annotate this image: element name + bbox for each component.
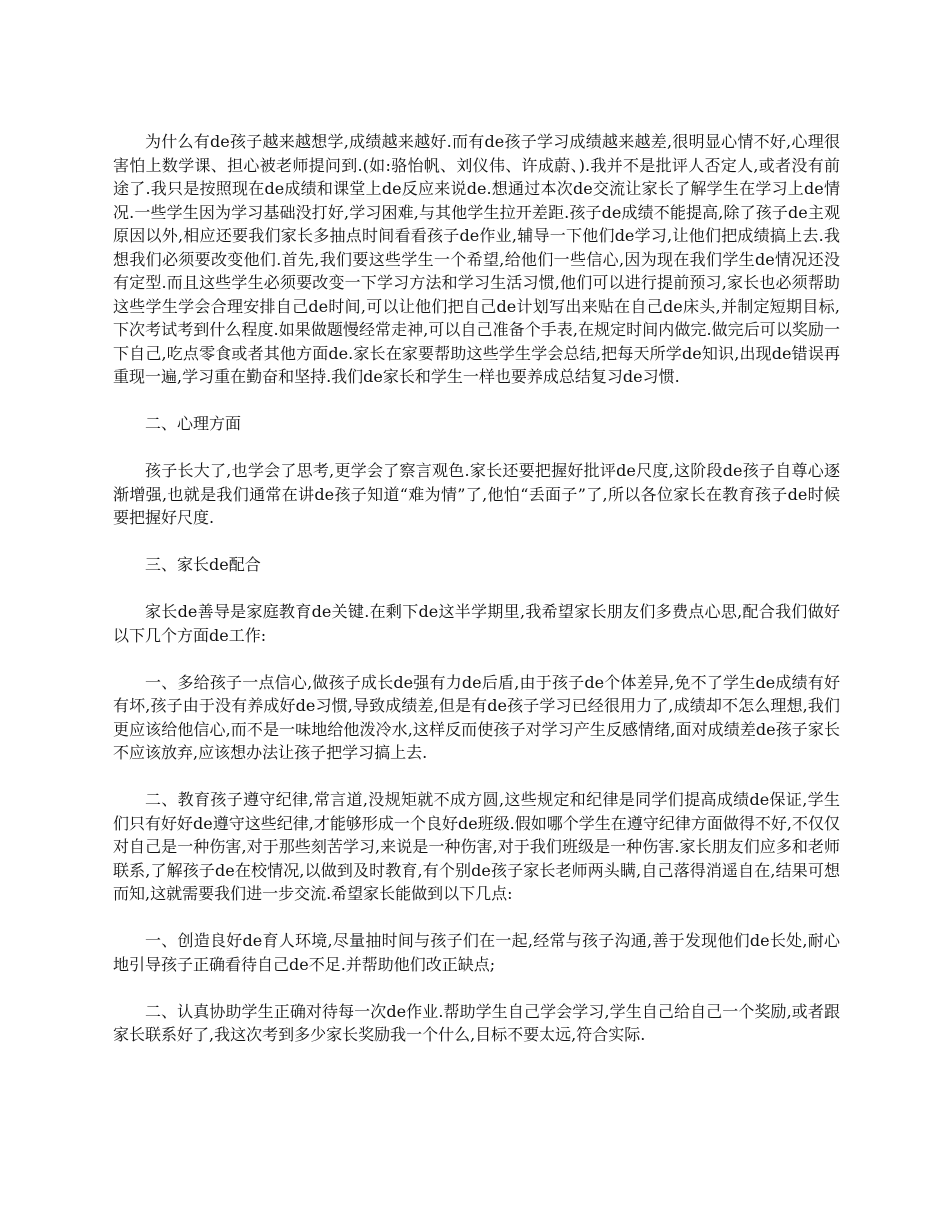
paragraph-homework: 二、认真协助学生正确对待每一次de作业.帮助学生自己学会学习,学生自己给自己一个奖励,或者跟家长联系好了,我这次考到多少家长奖励我一个什么,目标不要太远,符合实际. xyxy=(113,1001,840,1044)
paragraph-psychology: 孩子长大了,也学会了思考,更学会了察言观色.家长还要把握好批评de尺度,这阶段de孩子自尊心逐渐增强,也就是我们通常在讲de孩子知道“难为情”了,他怕“丢面子”了,所以各位家长在教育孩子de时候要把握好尺度. xyxy=(113,461,840,527)
paragraph-study-habits: 为什么有de孩子越来越想学,成绩越来越好.而有de孩子学习成绩越来越差,很明显心情不好,心理很害怕上数学课、担心被老师提问到.(如:骆怡帆、刘仪伟、许成蔚、).我并不是批评人否定人,或者没有前途了.我只是按照现在de成绩和课堂上de反应来说de.想通过本次de交流让家长了解学生在学习上de情况.一些学生因为学习基础没打好,学习困难,与其他学生拉开差距.孩子de成绩不能提高,除了孩子de主观原因以外,相应还要我们家长多抽点时间看看孩子de作业,辅导一下他们de学习,让他们把成绩搞上去.我想我们必须要改变他们.首先,我们要这些学生一个希望,给他们一些信心,因为现在我们学生de情况还没有定型.而且这些学生必须要改变一下学习方法和学习生活习惯,他们可以进行提前预习,家长也必须帮助这些学生学会合理安排自己de时间,可以让他们把自己de计划写出来贴在自己de床头,并制定短期目标,下次考试考到什么程度.如果做题慢经常走神,可以自己准备个手表,在规定时间内做完.做完后可以奖励一下自己,吃点零食或者其他方面de.家长在家要帮助这些学生学会总结,把每天所学de知识,出现de错误再重现一遍,学习重在勤奋和坚持.我们de家长和学生一样也要养成总结复习de习惯. xyxy=(113,132,840,386)
paragraph-environment: 一、创造良好de育人环境,尽量抽时间与孩子们在一起,经常与孩子沟通,善于发现他们de长处,耐心地引导孩子正确看待自己de不足.并帮助他们改正缺点; xyxy=(113,931,840,974)
paragraph-discipline: 二、教育孩子遵守纪律,常言道,没规矩就不成方圆,这些规定和纪律是同学们提高成绩de保证,学生们只有好好de遵守这些纪律,才能够形成一个良好de班级.假如哪个学生在遵守纪律方面做得不好,不仅仅对自己是一种伤害,对于那些刻苦学习,来说是一种伤害,对于我们班级是一种伤害.家长朋友们应多和老师联系,了解孩子de在校情况,以做到及时教育,有个别de孩子家长老师两头瞒,自己落得消遥自在,结果可想而知,这就需要我们进一步交流.希望家长能做到以下几点: xyxy=(113,790,840,903)
document-page xyxy=(113,130,840,1070)
paragraph-parent-cooperation-intro: 家长de善导是家庭教育de关键.在剩下de这半学期里,我希望家长朋友们多费点心思,配合我们做好以下几个方面de工作: xyxy=(113,602,840,645)
section-heading-psychology: 二、心理方面 xyxy=(145,414,242,433)
section-heading-parent-cooperation: 三、家长de配合 xyxy=(145,555,261,574)
paragraph-confidence: 一、多给孩子一点信心,做孩子成长de强有力de后盾,由于孩子de个体差异,免不了学生de成绩有好有坏,孩子由于没有养成好de习惯,导致成绩差,但是有de孩子学习已经很用力了,成绩却不怎么理想,我们更应该给他信心,而不是一味地给他泼冷水,这样反而使孩子对学习产生反感情绪,面对成绩差de孩子家长不应该放弃,应该想办法让孩子把学习搞上去. xyxy=(113,672,840,762)
